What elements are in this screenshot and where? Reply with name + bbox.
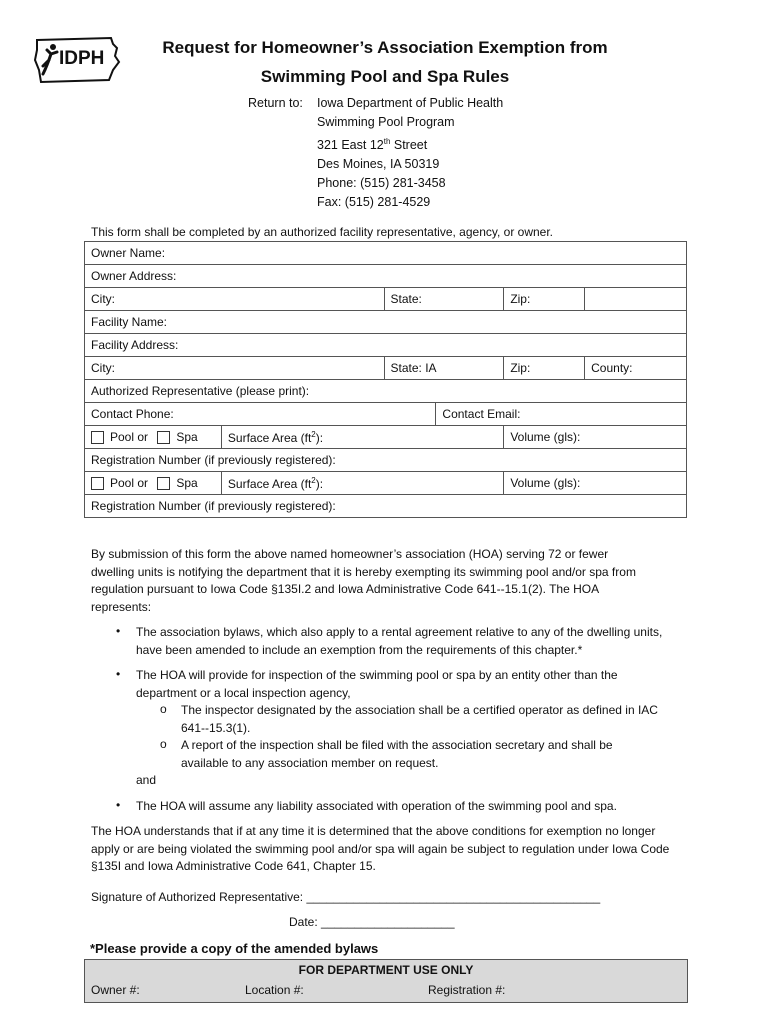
signature-line[interactable]: ____________________________________________ — [306, 890, 601, 904]
contact-phone-field[interactable]: Contact Phone: — [85, 403, 436, 426]
volume-field[interactable]: Volume (gls): — [504, 426, 687, 449]
dept-registration-field: Registration #: — [428, 983, 506, 997]
dept-location-field: Location #: — [245, 983, 304, 997]
hoa-paragraph-1: By submission of this form the above named homeowner’s association (HOA) serving 72 or fewer dwelling units is notifying the department that it is hereby exempting its swimming pool and/or spa from regulation pursuant to Iowa Code §135I.2 and Iowa Administrative Code 641--15.1(2). The HOA represents: — [91, 547, 636, 614]
facility-zip-field[interactable]: Zip: — [504, 357, 585, 380]
contact-email-field[interactable]: Contact Email: — [436, 403, 687, 426]
address-line: Iowa Department of Public Health — [317, 96, 504, 110]
facility-name-field[interactable]: Facility Name: — [85, 311, 687, 334]
dept-title: FOR DEPARTMENT USE ONLY — [298, 963, 474, 977]
bullet-icon: • — [116, 798, 121, 812]
return-to-label: Return to: — [248, 96, 303, 110]
bullet-inspection: The HOA will provide for inspection of the swimming pool or spa by an entity other than the department or a local inspection agency, — [136, 668, 618, 700]
facility-state-field[interactable]: State: IA — [384, 357, 504, 380]
surface-area-field[interactable]: Surface Area $(ft^2)$: — [221, 426, 503, 449]
bullet-liability: The HOA will assume any liability associated with operation of the swimming pool and spa. — [136, 799, 617, 813]
surface-area-field[interactable]: Surface Area $(ft^2)$: — [221, 472, 503, 495]
owner-city-field[interactable]: City: — [85, 288, 385, 311]
bullet-icon: • — [116, 624, 121, 638]
idph-logo — [33, 30, 123, 92]
sub-bullet-icon: o — [160, 737, 167, 751]
date-label: Date: — [289, 915, 322, 929]
address-line: Swimming Pool Program — [317, 115, 455, 129]
registration-number-field[interactable]: Registration Number (if previously registered): — [85, 449, 687, 472]
bylaws-note: *Please provide a copy of the amended bylaws — [90, 941, 379, 956]
page-title-line1: Request for Homeowner’s Association Exemption from — [162, 38, 608, 57]
facility-city-field[interactable]: City: — [85, 357, 385, 380]
signature-label: Signature of Authorized Representative: — [91, 890, 307, 904]
bullet-icon: • — [116, 667, 121, 681]
request-form-table — [84, 241, 687, 518]
sub-bullet-inspector: The inspector designated by the association shall be a certified operator as defined in IAC 641--15.3(1). — [181, 703, 658, 735]
hoa-paragraph-2: The HOA understands that if at any time it is determined that the above conditions for exemption no longer apply or are being violated the swimming pool and/or spa will again be subject to regulation under Iowa Code §135I and Iowa Administrative Code 641, Chapter 15. — [91, 824, 670, 873]
sub-bullet-report: A report of the inspection shall be filed with the association secretary and shall be available to any association member on request. — [181, 738, 613, 770]
facility-county-field[interactable]: County: — [585, 357, 687, 380]
address-line: Des Moines, IA 50319 — [317, 157, 440, 172]
auth-rep-field[interactable]: Authorized Representative (please print): — [85, 380, 687, 403]
address-line: Phone: (515) 281-3458 — [317, 176, 446, 191]
owner-name-field[interactable]: Owner Name: — [85, 242, 687, 265]
owner-zip-field[interactable]: Zip: — [504, 288, 585, 311]
return-to-address — [317, 94, 503, 212]
and-text: and — [136, 773, 157, 787]
page-title-line2: Swimming Pool and Spa Rules — [260, 67, 510, 86]
address-line: 321 East 12th Street — [317, 137, 428, 153]
department-use-box — [84, 959, 688, 1003]
signature-row — [91, 890, 600, 904]
owner-address-field[interactable]: Owner Address: — [85, 265, 687, 288]
spa-checkbox[interactable] — [157, 431, 170, 444]
date-row — [289, 915, 455, 929]
pool-spa-select-2: Pool or Spa — [85, 472, 222, 495]
facility-address-field[interactable]: Facility Address: — [85, 334, 687, 357]
spa-checkbox[interactable] — [157, 477, 170, 490]
owner-state-field[interactable]: State: — [384, 288, 504, 311]
dept-owner-field: Owner #: — [91, 983, 140, 997]
registration-number-field[interactable]: Registration Number (if previously registered): — [85, 495, 687, 518]
logo-text: IDPH — [59, 48, 105, 69]
pool-checkbox[interactable] — [91, 431, 104, 444]
intro-text: This form shall be completed by an authorized facility representative, agency, or owner. — [91, 225, 554, 239]
sub-bullet-icon: o — [160, 702, 167, 716]
volume-field[interactable]: Volume (gls): — [504, 472, 687, 495]
address-line: Fax: (515) 281-4529 — [317, 195, 431, 210]
pool-spa-select-1: Pool or Spa — [85, 426, 222, 449]
date-line[interactable]: ____________________ — [321, 915, 455, 929]
pool-checkbox[interactable] — [91, 477, 104, 490]
owner-extra-field[interactable] — [585, 288, 687, 311]
bullet-bylaws: The association bylaws, which also apply to a rental agreement relative to any of the dwelling units, have been amended to include an exemption from the requirements of this chapter.* — [136, 625, 663, 657]
